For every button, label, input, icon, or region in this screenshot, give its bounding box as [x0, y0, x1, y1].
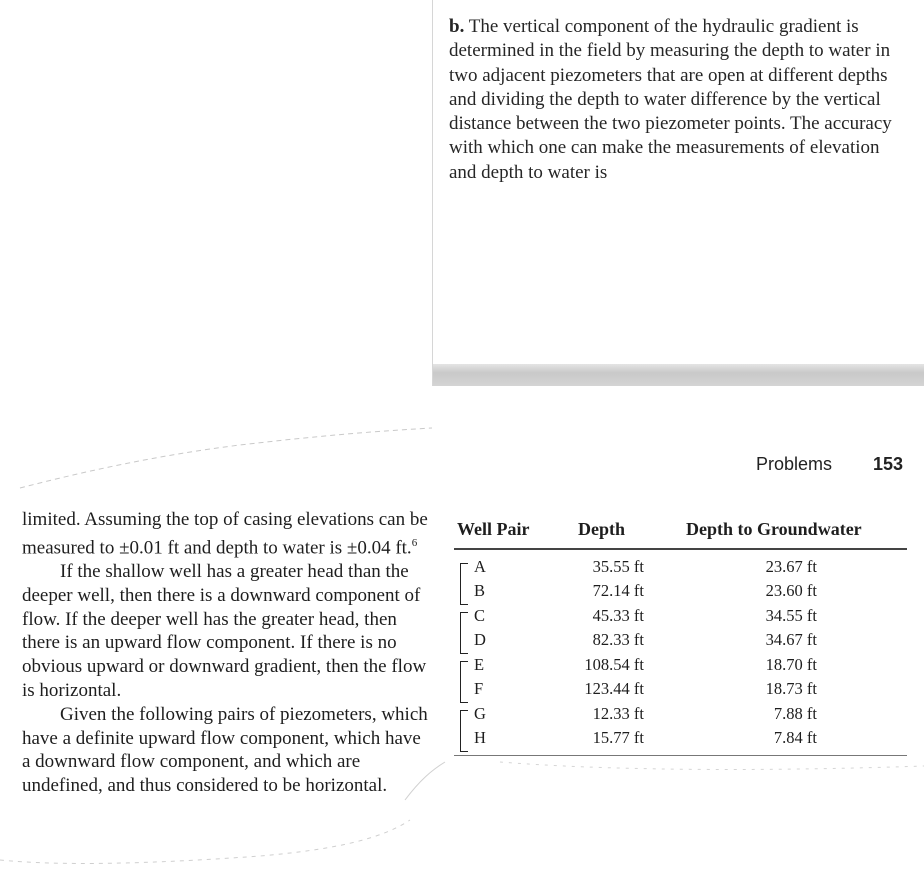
well-depth: 123.44 ft	[584, 679, 644, 698]
table-row	[452, 704, 907, 728]
groundwater-depth: 34.67 ft	[765, 630, 817, 649]
well-id: G	[474, 704, 486, 723]
page-divider-vertical	[432, 0, 433, 386]
footnote-ref: 6	[411, 536, 418, 549]
well-depth: 15.77 ft	[592, 728, 644, 747]
well-depth: 82.33 ft	[592, 630, 644, 649]
table-rule	[454, 755, 907, 756]
groundwater-depth: 34.55 ft	[765, 606, 817, 625]
paragraph-3: Given the following pairs of piezometers, which have a definite upward flow component, which have a downward flow component, and which are undefined, and thus considered to be horizontal.	[22, 703, 428, 797]
groundwater-depth: 18.73 ft	[765, 679, 817, 698]
table-row	[452, 655, 907, 679]
well-id: E	[474, 655, 485, 674]
section-header: Problems	[756, 454, 833, 474]
well-id: C	[474, 606, 486, 625]
well-id: H	[474, 728, 486, 747]
well-id: A	[474, 557, 486, 576]
problem-b-text: The vertical component of the hydraulic gradient is determined in the field by measuring the depth to water in two adjacent piezometers that are open at different depths and dividing the depth to water difference by the vertical distance between the two piezometer points. The accuracy with which one can make the measurements of elevation and depth to water is	[449, 16, 892, 183]
groundwater-depth: 23.67 ft	[765, 557, 817, 576]
left-column-text	[22, 508, 432, 798]
header-depth: Depth	[578, 519, 626, 539]
table-row	[452, 581, 907, 605]
well-id: B	[474, 581, 486, 600]
well-depth: 45.33 ft	[592, 606, 644, 625]
table-row	[452, 679, 907, 703]
groundwater-depth: 7.84 ft	[773, 728, 817, 747]
table-row	[452, 557, 907, 581]
table-row	[452, 630, 907, 654]
page-number: 153	[873, 454, 904, 474]
table-row	[452, 728, 907, 752]
well-depth: 35.55 ft	[592, 557, 644, 576]
paragraph-1-text: limited. Assuming the top of casing elevations can be measured to ±0.01 ft and depth to water is ±0.04 ft.	[22, 509, 428, 559]
groundwater-depth: 18.70 ft	[765, 655, 817, 674]
page-break-band	[433, 364, 924, 386]
groundwater-depth: 7.88 ft	[773, 704, 817, 723]
groundwater-depth: 23.60 ft	[765, 581, 817, 600]
table-row	[452, 606, 907, 630]
paragraph-2: If the shallow well has a greater head than the deeper well, then there is a downward component of flow. If the deeper well has the greater head, then there is an upward flow component. If there is no obvious upward or downward gradient, then the flow is horizontal.	[22, 560, 427, 701]
well-id: D	[474, 630, 486, 649]
header-well-pair: Well Pair	[457, 519, 530, 539]
well-depth: 12.33 ft	[592, 704, 644, 723]
paragraph-1	[22, 508, 432, 560]
table-rule	[454, 548, 907, 550]
well-depth: 108.54 ft	[584, 655, 644, 674]
well-id: F	[474, 679, 484, 698]
problem-label: b.	[449, 16, 465, 37]
well-depth: 72.14 ft	[592, 581, 644, 600]
problem-b-paragraph	[449, 15, 899, 185]
header-depth-to-groundwater: Depth to Groundwater	[686, 519, 862, 539]
